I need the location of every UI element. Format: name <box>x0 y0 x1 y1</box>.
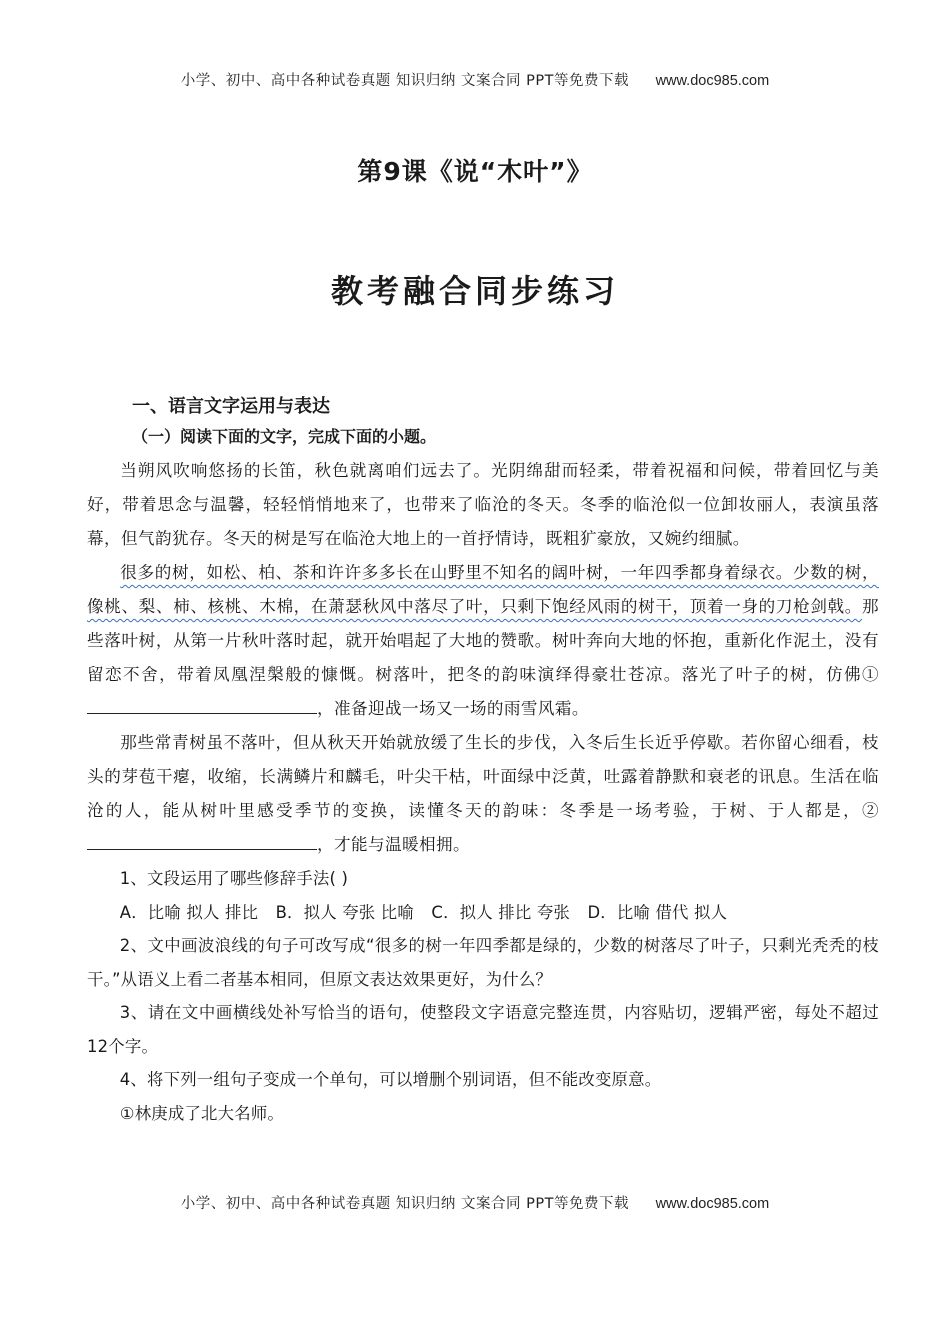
question-2: 2、文中画波浪线的句子可改写成“很多的树一年四季都是绿的，少数的树落尽了叶子，只剩光秃秃的枝干。”从语义上看二者基本相同，但原文表达效果更好，为什么？ <box>87 936 879 989</box>
header-url[interactable]: www.doc985.com <box>655 73 770 89</box>
paragraph-2-end: ，准备迎战一场又一场的雨雪风霜。 <box>317 699 589 718</box>
passage-paragraph-1: 当朔风吹响悠扬的长笛，秋色就离咱们远去了。光阴绵甜而轻柔，带着祝福和问候，带着回忆与美好，带着思念与温馨，轻轻悄悄地来了，也带来了临沧的冬天。冬季的临沧似一位卸妆丽人，表演虽落幕，但气韵犹存。冬天的树是写在临沧大地上的一首抒情诗，既粗犷豪放，又婉约细腻。 <box>87 461 879 548</box>
paragraph-3-text: 那些常青树虽不落叶，但从秋天开始就放缓了生长的步伐，入冬后生长近乎停歇。若你留心细看，枝头的芽苞干瘪，收缩，长满鳞片和麟毛，叶尖干枯，叶面绿中泛黄，吐露着静默和衰老的讯息。生活在临沧的人，能从树叶里感受季节的变换，读懂冬天的韵味：冬季是一场考验，于树、于人都是，② <box>87 733 879 820</box>
main-content <box>87 393 879 1130</box>
passage-paragraph-3 <box>87 726 879 862</box>
reading-passage <box>87 454 879 862</box>
page-footer <box>0 1192 950 1213</box>
question-3: 3、请在文中画横线处补写恰当的语句，使整段文字语意完整连贯，内容贴切，逻辑严密，每处不超过12个字。 <box>87 1003 879 1056</box>
question-4: 4、将下列一组句子变成一个单句，可以增删个别词语，但不能改变原意。 <box>119 1070 662 1089</box>
answer-blank-2[interactable] <box>87 833 317 850</box>
page-header <box>0 69 950 90</box>
exercise-title: 教考融合同步练习 <box>330 272 619 310</box>
wavy-underlined-sentence: 很多的树，如松、柏、茶和许许多多长在山野里不知名的阔叶树，一年四季都身着绿衣。少数的树，像桃、梨、柿、核桃、木棉，在萧瑟秋风中落尽了叶，只剩下饱经风雨的树干，顶着一身的刀枪剑戟。 <box>87 563 879 616</box>
section-heading: 一、语言文字运用与表达 <box>132 396 330 417</box>
lesson-title: 第9课《说“木叶”》 <box>357 157 593 186</box>
answer-blank-1[interactable] <box>87 697 317 714</box>
paragraph-2-text: 那些落叶树，从第一片秋叶落时起，就开始唱起了大地的赞歌。树叶奔向大地的怀抱，重新化作泥土，没有留恋不舍，带着凤凰涅槃般的慷慨。树落叶，把冬的韵味演绎得豪壮苍凉。落光了叶子的树，仿佛① <box>87 597 879 684</box>
option-d[interactable]: D．比喻 借代 拟人 <box>587 902 728 922</box>
footer-url[interactable]: www.doc985.com <box>655 1196 770 1212</box>
reading-instruction: （一）阅读下面的文字，完成下面的小题。 <box>132 427 437 446</box>
footer-text: 小学、初中、高中各种试卷真题 知识归纳 文案合同 PPT等免费下载 <box>180 1196 629 1212</box>
option-a[interactable]: A．比喻 拟人 排比 <box>119 902 259 922</box>
question-4-item-1: ①林庚成了北大名师。 <box>119 1103 285 1123</box>
question-1-options <box>87 896 879 930</box>
paragraph-3-end: ，才能与温暖相拥。 <box>317 835 470 854</box>
question-1: 1、文段运用了哪些修辞手法( ) <box>119 869 349 888</box>
header-text: 小学、初中、高中各种试卷真题 知识归纳 文案合同 PPT等免费下载 <box>180 73 629 89</box>
option-c[interactable]: C．拟人 排比 夸张 <box>431 902 571 922</box>
passage-paragraph-2 <box>87 556 879 726</box>
option-b[interactable]: B．拟人 夸张 比喻 <box>275 902 414 922</box>
